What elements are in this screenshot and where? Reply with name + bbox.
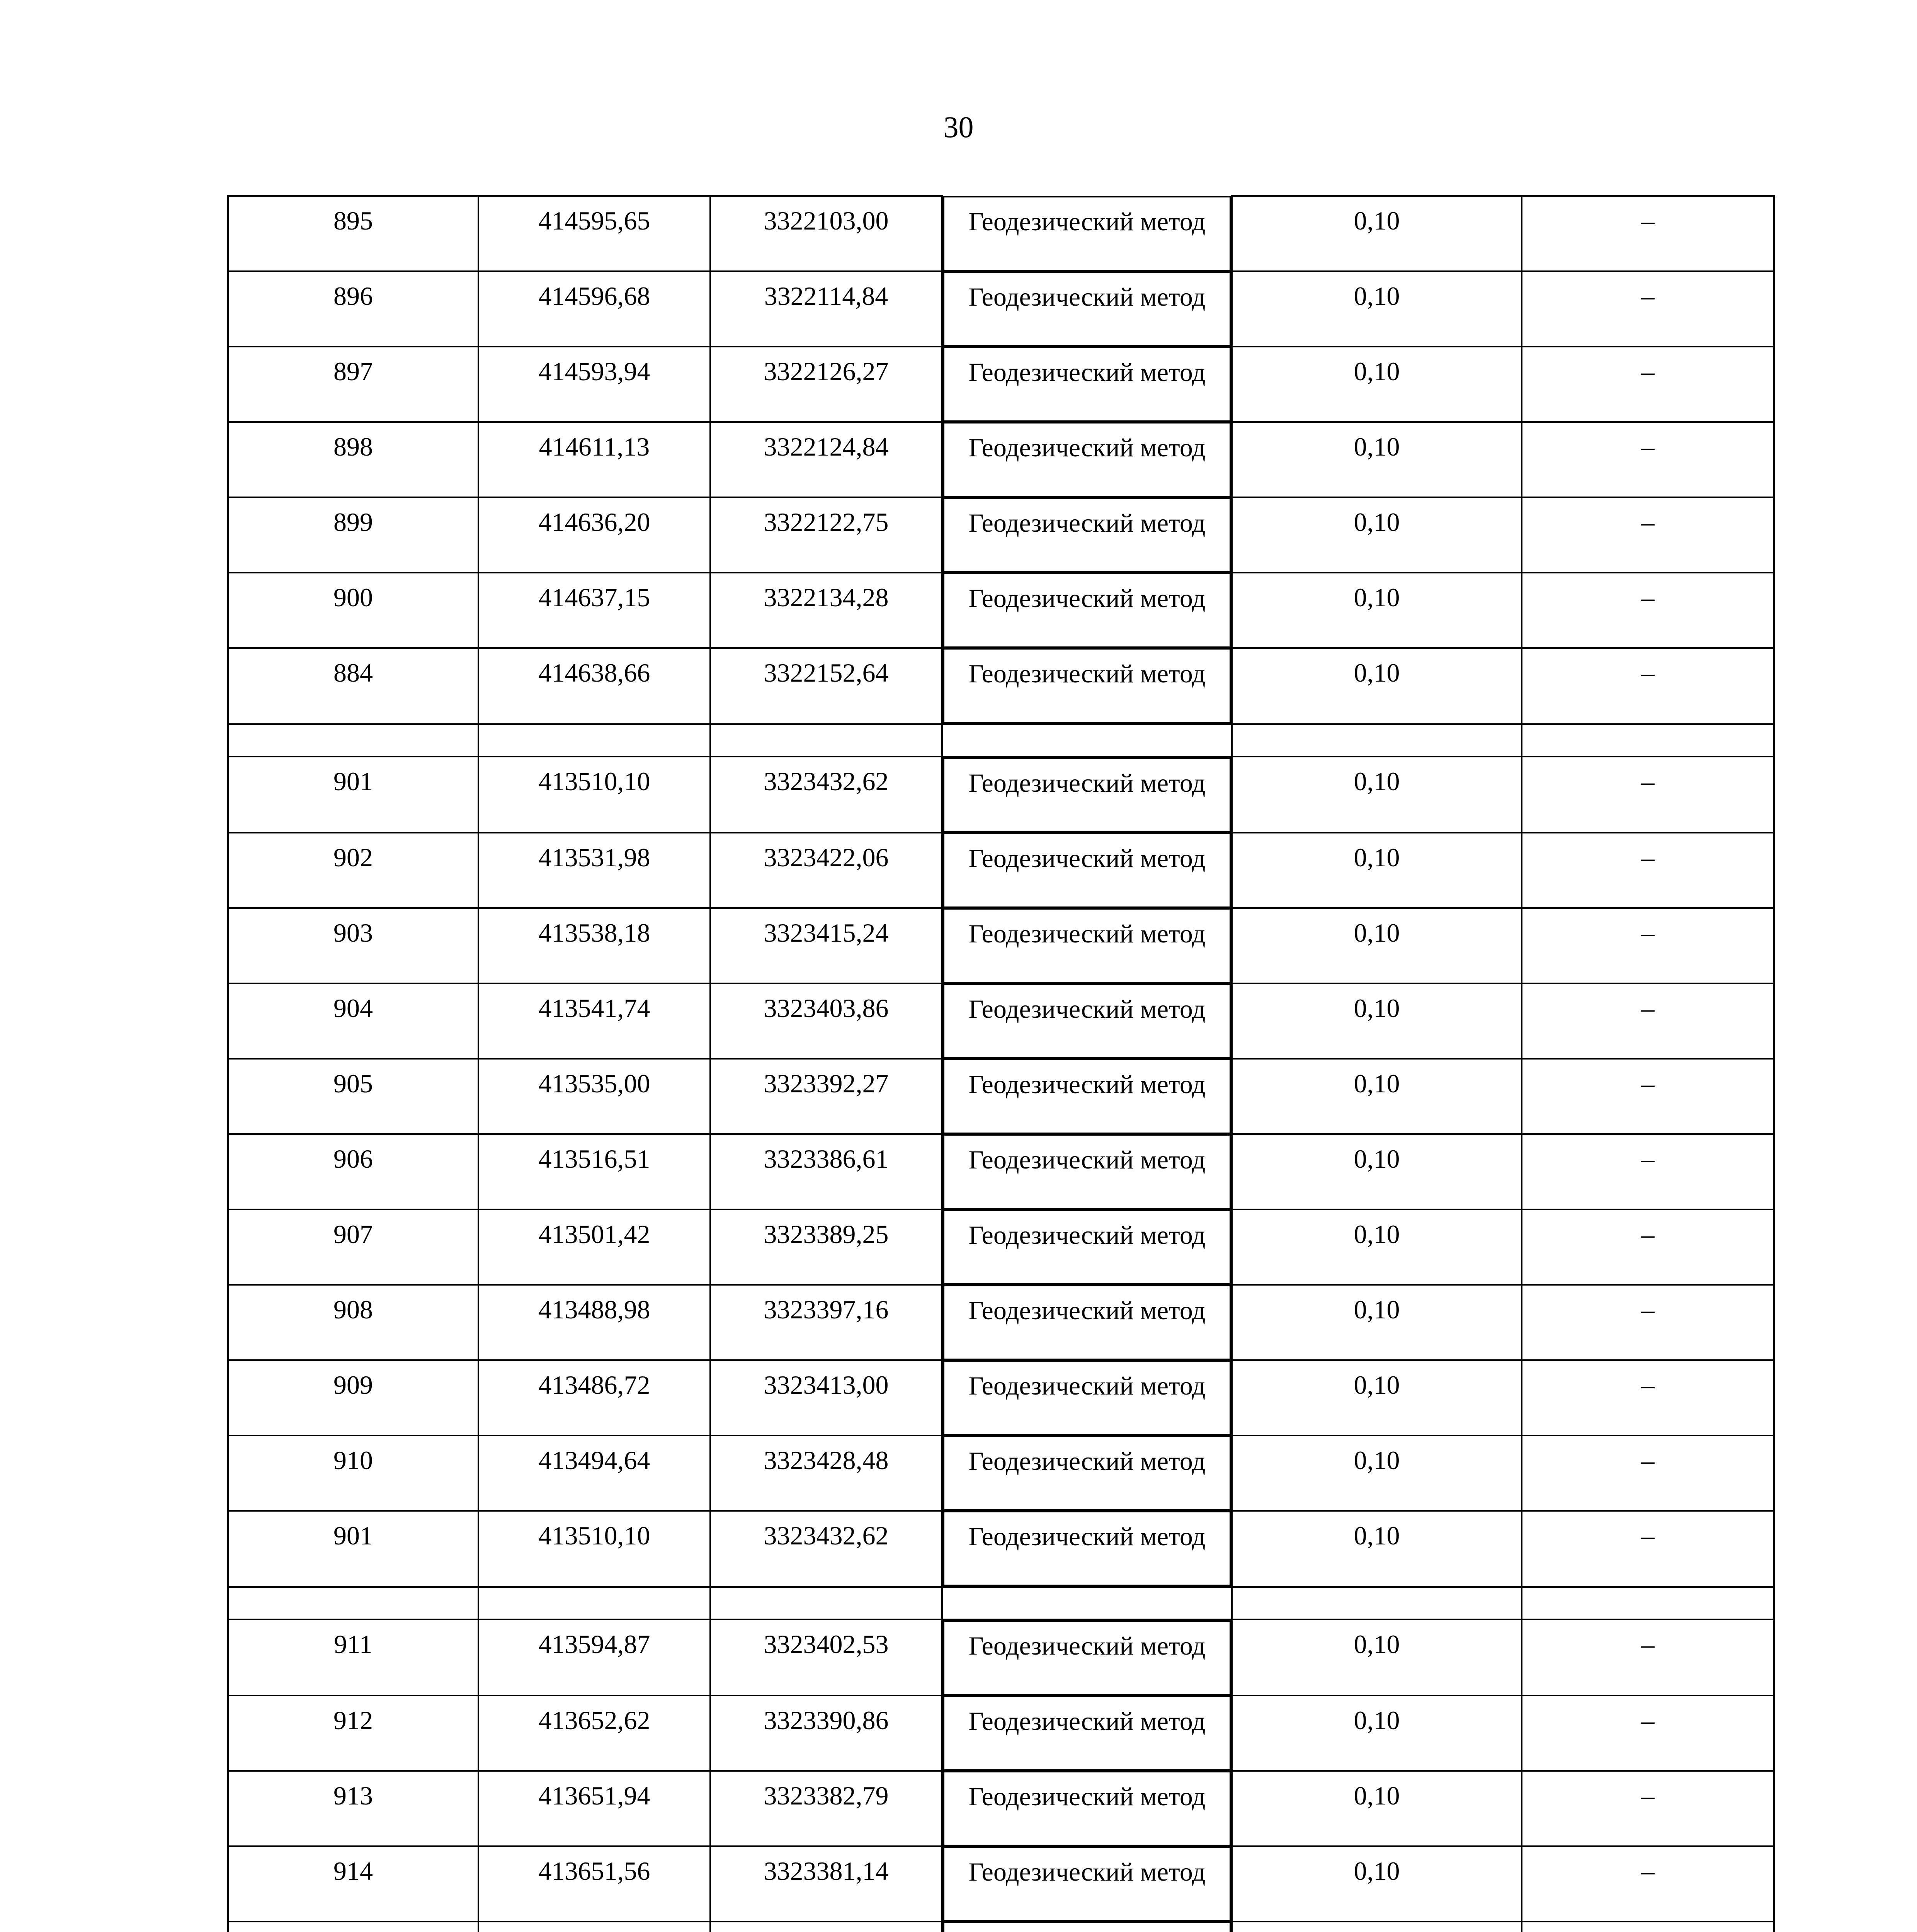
method-cell: Геодезический метод [943, 1696, 1231, 1771]
point-number-cell [228, 1922, 478, 1932]
accuracy-cell: 0,10 [1232, 1846, 1522, 1922]
accuracy-cell: 0,10 [1232, 1771, 1522, 1846]
x-coordinate-cell: 413594,87 [478, 1619, 710, 1696]
accuracy-cell: 0,10 [1232, 983, 1522, 1059]
accuracy-cell: 0,10 [1232, 573, 1522, 648]
point-number-cell: 903 [228, 908, 478, 983]
method-cell: Геодезический метод [943, 757, 1231, 833]
y-coordinate-cell: 3322152,64 [710, 648, 942, 724]
x-coordinate-cell: 413652,62 [478, 1696, 710, 1771]
point-number-cell: 902 [228, 833, 478, 908]
note-cell: – [1522, 1435, 1774, 1511]
table-row [228, 1696, 1774, 1771]
empty-cell [228, 724, 478, 757]
y-coordinate-cell: 3322134,28 [710, 573, 942, 648]
note-cell: – [1522, 1134, 1774, 1209]
note-cell: – [1522, 1771, 1774, 1846]
point-number-cell: 912 [228, 1696, 478, 1771]
note-cell: – [1522, 1285, 1774, 1360]
point-number-cell: 913 [228, 1771, 478, 1846]
x-coordinate-cell: 414637,15 [478, 573, 710, 648]
y-coordinate-cell: 3323386,61 [710, 1134, 942, 1209]
method-cell: Геодезический метод [943, 1134, 1231, 1209]
x-coordinate-cell: 413538,18 [478, 908, 710, 983]
y-coordinate-cell: 3322122,75 [710, 497, 942, 573]
y-coordinate-cell: 3323402,53 [710, 1619, 942, 1696]
empty-cell [1232, 1587, 1522, 1619]
y-coordinate-cell [710, 1922, 942, 1932]
note-cell: – [1522, 1059, 1774, 1134]
note-cell: – [1522, 908, 1774, 983]
method-cell: Геодезический метод [943, 908, 1231, 983]
y-coordinate-cell: 3323422,06 [710, 833, 942, 908]
x-coordinate-cell: 413510,10 [478, 1511, 710, 1587]
y-coordinate-cell: 3323432,62 [710, 1511, 942, 1587]
table-row [228, 1846, 1774, 1922]
table-row [228, 757, 1774, 833]
y-coordinate-cell: 3322114,84 [710, 271, 942, 347]
point-number-cell: 897 [228, 347, 478, 422]
note-cell: – [1522, 271, 1774, 347]
table-row [228, 648, 1774, 724]
point-number-cell: 909 [228, 1360, 478, 1435]
accuracy-cell: 0,10 [1232, 1696, 1522, 1771]
y-coordinate-cell: 3322126,27 [710, 347, 942, 422]
method-cell: Геодезический метод [943, 1435, 1231, 1511]
table-row [228, 1134, 1774, 1209]
point-number-cell: 911 [228, 1619, 478, 1696]
table-row [228, 1511, 1774, 1587]
x-coordinate-cell: 414593,94 [478, 347, 710, 422]
table-row [228, 347, 1774, 422]
note-cell: – [1522, 1360, 1774, 1435]
accuracy-cell: 0,10 [1232, 648, 1522, 724]
accuracy-cell: 0,10 [1232, 1134, 1522, 1209]
table-row [228, 573, 1774, 648]
x-coordinate-cell: 414638,66 [478, 648, 710, 724]
method-cell: Геодезический метод [943, 1511, 1231, 1586]
point-number-cell: 895 [228, 196, 478, 271]
empty-cell [1232, 724, 1522, 757]
point-number-cell: 901 [228, 757, 478, 833]
empty-cell [1522, 724, 1774, 757]
method-cell: Геодезический метод [943, 497, 1231, 573]
x-coordinate-cell: 413510,10 [478, 757, 710, 833]
separator-row [228, 724, 1774, 757]
table-row [228, 1285, 1774, 1360]
method-cell: Геодезический метод [943, 833, 1231, 908]
empty-cell [478, 1587, 710, 1619]
note-cell: – [1522, 648, 1774, 724]
x-coordinate-cell: 414611,13 [478, 422, 710, 497]
note-cell: – [1522, 983, 1774, 1059]
empty-cell [478, 724, 710, 757]
method-cell: Геодезический метод [943, 1360, 1231, 1435]
note-cell: – [1522, 497, 1774, 573]
note-cell [1522, 1922, 1774, 1932]
table-row [228, 833, 1774, 908]
x-coordinate-cell: 413531,98 [478, 833, 710, 908]
note-cell: – [1522, 833, 1774, 908]
empty-cell [942, 1587, 1232, 1619]
table-row [228, 422, 1774, 497]
separator-row [228, 1587, 1774, 1619]
method-cell: Геодезический метод [943, 1846, 1231, 1922]
note-cell: – [1522, 422, 1774, 497]
x-coordinate-cell: 413535,00 [478, 1059, 710, 1134]
table-row [228, 1059, 1774, 1134]
x-coordinate-cell: 413651,56 [478, 1846, 710, 1922]
empty-cell [710, 724, 942, 757]
table-row [228, 983, 1774, 1059]
x-coordinate-cell: 413488,98 [478, 1285, 710, 1360]
method-cell: Геодезический метод [943, 1285, 1231, 1360]
table-row [228, 1619, 1774, 1696]
y-coordinate-cell: 3323428,48 [710, 1435, 942, 1511]
accuracy-cell: 0,10 [1232, 497, 1522, 573]
x-coordinate-cell: 413501,42 [478, 1209, 710, 1285]
x-coordinate-cell: 413651,94 [478, 1771, 710, 1846]
coordinates-table [227, 195, 1775, 1932]
accuracy-cell: 0,10 [1232, 1209, 1522, 1285]
y-coordinate-cell: 3323403,86 [710, 983, 942, 1059]
point-number-cell: 905 [228, 1059, 478, 1134]
page-number: 30 [943, 110, 974, 144]
accuracy-cell: 0,10 [1232, 757, 1522, 833]
note-cell: – [1522, 757, 1774, 833]
accuracy-cell: 0,10 [1232, 1285, 1522, 1360]
method-cell: Геодезический метод [943, 983, 1231, 1059]
accuracy-cell: 0,10 [1232, 196, 1522, 271]
table-row [228, 196, 1774, 271]
method-cell: Геодезический метод [943, 271, 1231, 347]
point-number-cell: 910 [228, 1435, 478, 1511]
point-number-cell: 908 [228, 1285, 478, 1360]
y-coordinate-cell: 3322124,84 [710, 422, 942, 497]
y-coordinate-cell: 3323382,79 [710, 1771, 942, 1846]
method-cell: Геодезический метод [943, 347, 1231, 422]
accuracy-cell [1232, 1922, 1522, 1932]
note-cell: – [1522, 347, 1774, 422]
accuracy-cell: 0,10 [1232, 908, 1522, 983]
table-row [228, 497, 1774, 573]
accuracy-cell: 0,10 [1232, 347, 1522, 422]
y-coordinate-cell: 3322103,00 [710, 196, 942, 271]
table-row [228, 271, 1774, 347]
note-cell: – [1522, 196, 1774, 271]
x-coordinate-cell: 414636,20 [478, 497, 710, 573]
note-cell: – [1522, 1696, 1774, 1771]
x-coordinate-cell: 413541,74 [478, 983, 710, 1059]
y-coordinate-cell: 3323389,25 [710, 1209, 942, 1285]
accuracy-cell: 0,10 [1232, 271, 1522, 347]
y-coordinate-cell: 3323392,27 [710, 1059, 942, 1134]
y-coordinate-cell: 3323415,24 [710, 908, 942, 983]
accuracy-cell: 0,10 [1232, 833, 1522, 908]
note-cell: – [1522, 1209, 1774, 1285]
method-cell: Геодезический метод [943, 1620, 1231, 1696]
y-coordinate-cell: 3323432,62 [710, 757, 942, 833]
x-coordinate-cell: 414595,65 [478, 196, 710, 271]
empty-cell [1522, 1587, 1774, 1619]
empty-cell [942, 724, 1232, 757]
point-number-cell: 914 [228, 1846, 478, 1922]
point-number-cell: 900 [228, 573, 478, 648]
y-coordinate-cell: 3323413,00 [710, 1360, 942, 1435]
method-cell: Геодезический метод [943, 573, 1231, 648]
x-coordinate-cell: 413516,51 [478, 1134, 710, 1209]
table-row [228, 1360, 1774, 1435]
point-number-cell: 898 [228, 422, 478, 497]
x-coordinate-cell: 414596,68 [478, 271, 710, 347]
point-number-cell: 896 [228, 271, 478, 347]
x-coordinate-cell [478, 1922, 710, 1932]
accuracy-cell: 0,10 [1232, 422, 1522, 497]
y-coordinate-cell: 3323397,16 [710, 1285, 942, 1360]
note-cell: – [1522, 1619, 1774, 1696]
accuracy-cell: 0,10 [1232, 1435, 1522, 1511]
method-cell [943, 1922, 1231, 1932]
method-cell: Геодезический метод [943, 648, 1231, 723]
accuracy-cell: 0,10 [1232, 1360, 1522, 1435]
point-number-cell: 901 [228, 1511, 478, 1587]
y-coordinate-cell: 3323381,14 [710, 1846, 942, 1922]
method-cell: Геодезический метод [943, 422, 1231, 497]
x-coordinate-cell: 413486,72 [478, 1360, 710, 1435]
x-coordinate-cell: 413494,64 [478, 1435, 710, 1511]
empty-cell [710, 1587, 942, 1619]
method-cell: Геодезический метод [943, 1059, 1231, 1134]
point-number-cell: 899 [228, 497, 478, 573]
table-row [228, 1209, 1774, 1285]
method-cell: Геодезический метод [943, 1209, 1231, 1285]
accuracy-cell: 0,10 [1232, 1619, 1522, 1696]
table-row [228, 1922, 1774, 1932]
table-row [228, 1771, 1774, 1846]
table-row [228, 1435, 1774, 1511]
y-coordinate-cell: 3323390,86 [710, 1696, 942, 1771]
accuracy-cell: 0,10 [1232, 1511, 1522, 1587]
table-row [228, 908, 1774, 983]
note-cell: – [1522, 1846, 1774, 1922]
method-cell: Геодезический метод [943, 196, 1231, 271]
point-number-cell: 907 [228, 1209, 478, 1285]
note-cell: – [1522, 1511, 1774, 1587]
note-cell: – [1522, 573, 1774, 648]
point-number-cell: 906 [228, 1134, 478, 1209]
empty-cell [228, 1587, 478, 1619]
accuracy-cell: 0,10 [1232, 1059, 1522, 1134]
point-number-cell: 904 [228, 983, 478, 1059]
coordinates-table-body [228, 196, 1774, 1932]
method-cell: Геодезический метод [943, 1771, 1231, 1846]
point-number-cell: 884 [228, 648, 478, 724]
